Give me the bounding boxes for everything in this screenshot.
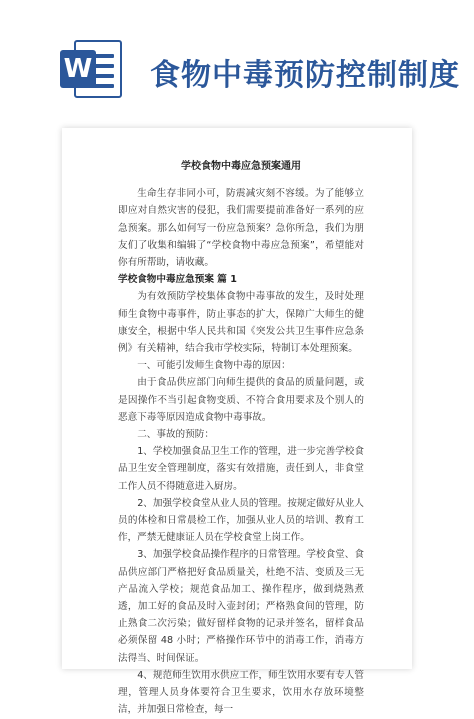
banner-title: 食物中毒预防控制制度 <box>150 58 460 93</box>
word-document-icon <box>58 40 128 98</box>
body-paragraph: 为有效预防学校集体食物中毒事故的发生，及时处理师生食物中毒事件，防止事态的扩大，保障广大师生的健康安全，根据中华人民共和国《突发公共卫生事件应急条例》有关精神，结合我市学校实际，特制订本处理预案。 <box>118 291 364 355</box>
body-paragraph: 2、加强学校食堂从业人员的管理。按规定做好从业人员的体检和日常晨检工作，加强从业人员的培训、教育工作，严禁无健康证人员在学校食堂上岗工作。 <box>118 497 364 544</box>
body-paragraph: 由于食品供应部门向师生提供的食品的质量问题，或是因操作不当引起食物变质、不符合食用要求及个别人的恶意下毒等原因造成食物中毒事故。 <box>118 377 364 423</box>
body-paragraph: 1、学校加强食品卫生工作的管理，进一步完善学校食品卫生安全管理制度，落实有效措施，责任到人，非食堂工作人员不得随意进入厨房。 <box>118 446 364 492</box>
body-paragraph: 4、规范师生饮用水供应工作，师生饮用水要有专人管理，管理人员身体要符合卫生要求，饮用水存放环境整洁，并加强日常检查，每一 <box>118 669 364 716</box>
body-paragraph: 二、事故的预防： <box>137 429 214 441</box>
document-title: 学校食物中毒应急预案通用 <box>181 161 301 172</box>
document-body <box>118 158 364 719</box>
header-banner <box>0 0 474 118</box>
intro-paragraph: 生命生存非同小可，防震减灾刻不容缓。为了能够立即应对自然灾害的侵犯，我们需要提前准备好一系列的应急预案。那么如何写一份应急预案？急你所急，我们为朋友们了收集和编辑了“学校食物中毒应急预案”，希望能对你有所帮助，请收藏。 <box>118 188 364 269</box>
document-page <box>62 128 412 716</box>
body-paragraph: 一、可能引发师生食物中毒的原因： <box>137 360 291 372</box>
body-paragraph: 3、加强学校食品操作程序的日常管理。学校食堂、食品供应部门严格把好食品质量关，杜绝不洁、变质及三无产品流入学校；规范食品加工、操作程序，做到烧熟煮透，加工好的食品及时入壶封闭；严格熟食间的管理，防止熟食二次污染；做好留样食物的记录并签名，留样食品必须保留 48 小时；严格操作环节中的消毒工作，消毒方法得当、时间保证。 <box>118 549 364 664</box>
section-heading: 学校食物中毒应急预案 篇 1 <box>118 274 237 286</box>
word-w-badge: W <box>60 50 96 88</box>
